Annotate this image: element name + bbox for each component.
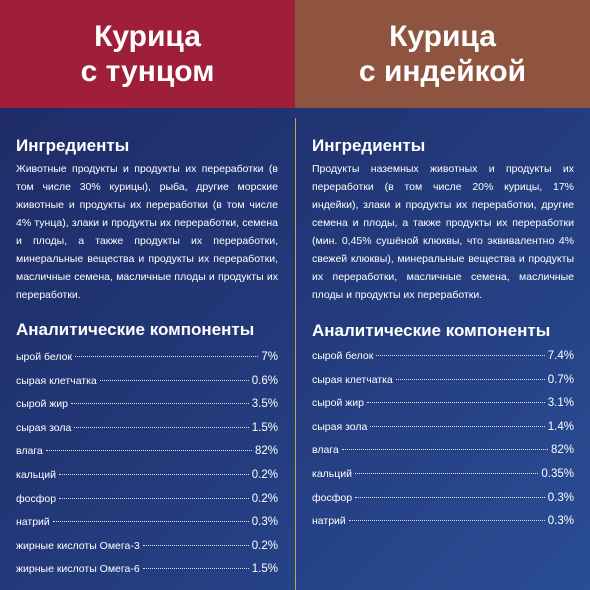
right-product-header [295, 0, 590, 108]
dot-leader [75, 356, 258, 357]
right-column [312, 108, 574, 528]
component-row [16, 562, 278, 586]
component-value: 0.3% [547, 491, 574, 504]
right-ingredients-text: Продукты наземных животных и продукты их переработки (в том числе 20% курицы, 17% индейки), злаки и продукты их переработки, другие семена и плоды, а также продукты их переработки (мин. 0,45% сушёной клюквы, что эквивалентно 4% свежей клюквы), минеральные вещества и продукты их переработки, масличные семена, масличные плоды и продукты их переработки. [312, 163, 574, 301]
component-label: сырой жир [16, 398, 68, 411]
dot-leader [396, 379, 545, 380]
left-title-line2: с тунцом [80, 55, 215, 88]
component-value: 3.1% [547, 397, 574, 410]
dot-leader [100, 380, 249, 381]
right-components-list [312, 349, 574, 538]
column-divider [295, 118, 296, 590]
dot-leader [59, 474, 249, 475]
component-row [312, 491, 574, 515]
component-row [312, 467, 574, 491]
left-ingredients-text: Животные продукты и продукты их переработки (в том числе 30% курицы), рыба, другие морские животные и продукты их переработки (в том числе 4% тунца), злаки и продукты их переработки, семена и плоды, а также продукты их переработки, минеральные вещества и продукты их переработки, масличные семена, масличные плоды и продукты их переработки. [16, 163, 278, 301]
dot-leader [342, 449, 548, 450]
component-row [312, 396, 574, 420]
component-label: натрий [312, 515, 346, 528]
component-label: кальций [16, 468, 57, 481]
left-ingredients-heading: Ингредиенты [16, 136, 130, 155]
component-value: 0.2% [251, 492, 278, 505]
component-label: сырая клетчатка [16, 374, 97, 387]
left-components-list [16, 350, 278, 586]
component-value: 1.4% [547, 420, 574, 433]
component-row [16, 539, 278, 563]
dot-leader [46, 450, 252, 451]
component-label: сырой жир [312, 397, 364, 410]
dot-leader [349, 520, 545, 521]
component-label: фосфор [16, 492, 57, 505]
component-value: 82% [254, 445, 278, 458]
component-value: 1.5% [251, 421, 278, 434]
component-row [16, 350, 278, 374]
component-value: 0.7% [547, 373, 574, 386]
component-row [16, 492, 278, 516]
component-value: 0.2% [251, 468, 278, 481]
left-column [16, 108, 278, 576]
dot-leader [355, 497, 545, 498]
dot-leader [59, 498, 249, 499]
component-row [312, 349, 574, 373]
right-analytics-heading: Аналитические компоненты [312, 321, 551, 340]
component-value: 0.2% [251, 539, 278, 552]
left-product-header [0, 0, 295, 108]
component-label: сырой белок [312, 350, 374, 362]
left-title-line1: Курица [94, 20, 201, 53]
dot-leader [370, 426, 544, 427]
dot-leader [355, 473, 538, 474]
dot-leader [143, 568, 249, 569]
component-label: натрий [16, 516, 50, 529]
component-row [16, 374, 278, 398]
component-row [312, 420, 574, 444]
component-value: 0.6% [251, 374, 278, 387]
dot-leader [53, 521, 249, 522]
left-analytics-heading: Аналитические компоненты [16, 320, 255, 339]
dot-leader [74, 427, 248, 428]
component-value: 1.5% [251, 563, 278, 576]
component-label: влага [312, 444, 339, 457]
component-value: 82% [550, 444, 574, 457]
component-row [312, 373, 574, 397]
dot-leader [71, 403, 249, 404]
component-label: фосфор [312, 491, 353, 504]
component-value: 7.4% [547, 350, 574, 362]
component-label: кальций [312, 467, 353, 480]
dot-leader [367, 402, 545, 403]
component-label: ырой белок [16, 351, 73, 363]
right-ingredients-heading: Ингредиенты [312, 136, 426, 155]
component-row [16, 515, 278, 539]
component-label: сырая клетчатка [312, 373, 393, 386]
component-row [16, 421, 278, 445]
component-label: жирные кислоты Омега-6 [16, 563, 140, 576]
component-label: сырая зола [16, 421, 72, 434]
component-row [312, 514, 574, 538]
component-value: 3.5% [251, 398, 278, 411]
component-label: жирные кислоты Омега-3 [16, 539, 140, 552]
component-label: сырая зола [312, 420, 368, 433]
component-row [16, 397, 278, 421]
component-row [312, 443, 574, 467]
component-label: влага [16, 445, 43, 458]
component-row [16, 444, 278, 468]
dot-leader [376, 355, 544, 356]
dot-leader [143, 545, 249, 546]
right-title-line2: с индейкой [358, 55, 527, 88]
component-row [16, 468, 278, 492]
component-value: 7% [261, 351, 278, 363]
component-value: 0.3% [251, 516, 278, 529]
component-value: 0.35% [541, 467, 574, 480]
component-value: 0.3% [547, 515, 574, 528]
right-title-line1: Курица [389, 20, 496, 53]
